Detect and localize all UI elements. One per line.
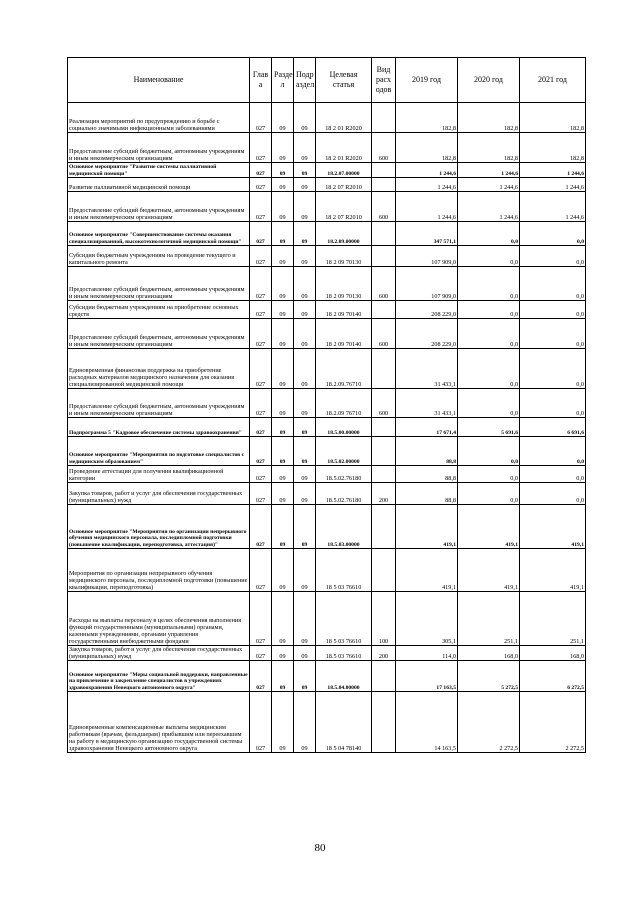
cell-vid	[372, 163, 396, 178]
cell-2019: 182,8	[396, 133, 458, 163]
cell-statya: 18 2 09 70130	[316, 246, 372, 267]
cell-razdel: 09	[272, 133, 294, 163]
cell-glava: 027	[250, 319, 272, 349]
cell-2021: 419,1	[520, 549, 586, 592]
cell-razdel: 09	[272, 349, 294, 389]
budget-table	[67, 57, 586, 753]
cell-glava: 027	[250, 692, 272, 753]
cell-2019: 107 909,0	[396, 267, 458, 301]
cell-statya: 18 5 04 78140	[316, 692, 372, 753]
cell-2021: 6 272,5	[520, 661, 586, 692]
cell-statya: 18 2 09 70130	[316, 267, 372, 301]
cell-2020: 0,0	[458, 466, 520, 483]
cell-2020: 1 244,6	[458, 178, 520, 192]
header-2021: 2021 год	[520, 58, 586, 103]
cell-vid	[372, 437, 396, 466]
cell-vid	[372, 349, 396, 389]
cell-2021: 0,0	[520, 319, 586, 349]
cell-name: Закупка товаров, работ и услуг для обеспечения государственных (муниципальных) нужд	[68, 646, 250, 661]
cell-glava: 027	[250, 349, 272, 389]
cell-name: Единовременная финансовая поддержка на приобретение расходных материалов медицинского назначения для оказания специализированной медицинской помощи	[68, 349, 250, 389]
cell-2021: 0,0	[520, 301, 586, 319]
cell-2019: 17 671,4	[396, 418, 458, 437]
cell-2020: 0,0	[458, 319, 520, 349]
cell-2021: 1 244,6	[520, 192, 586, 222]
cell-vid: 600	[372, 133, 396, 163]
cell-name: Субсидии бюджетным учреждениям на приобретение основных средств	[68, 301, 250, 319]
cell-glava: 027	[250, 178, 272, 192]
cell-2019: 88,8	[396, 437, 458, 466]
table-row	[68, 133, 586, 163]
cell-2021: 0,0	[520, 267, 586, 301]
cell-2020: 168,0	[458, 646, 520, 661]
page-number: 80	[314, 842, 326, 854]
cell-vid: 100	[372, 592, 396, 646]
cell-glava: 027	[250, 437, 272, 466]
cell-2019: 31 433,1	[396, 389, 458, 418]
cell-podrazdel: 09	[294, 246, 316, 267]
cell-glava: 027	[250, 661, 272, 692]
cell-statya: 18.5 03 76610	[316, 646, 372, 661]
cell-vid	[372, 661, 396, 692]
cell-name: Единовременные компенсационные выплаты медицинским работникам (врачам, фельдшерам) прибывшим или переехавшим на работу в медицинскую организацию государственной системы здравоохранения Ненецкого автономного округа	[68, 692, 250, 753]
cell-glava: 027	[250, 418, 272, 437]
cell-2020: 0,0	[458, 389, 520, 418]
cell-2020: 182,8	[458, 133, 520, 163]
cell-statya: 18.2.07.00000	[316, 163, 372, 178]
cell-statya: 18.2.09.00000	[316, 222, 372, 246]
cell-2020: 0,0	[458, 222, 520, 246]
cell-name: Предоставление субсидий бюджетным, автономным учреждениям и иным некоммерческим организациям	[68, 319, 250, 349]
cell-statya: 18.5.02.00000	[316, 437, 372, 466]
cell-podrazdel: 09	[294, 267, 316, 301]
cell-2019: 1 244,6	[396, 163, 458, 178]
header-2019: 2019 год	[396, 58, 458, 103]
cell-podrazdel: 09	[294, 505, 316, 549]
cell-name: Основное мероприятие "Мероприятия по подготовке специалистов с медицинским образованием"	[68, 437, 250, 466]
cell-2020: 5 272,5	[458, 661, 520, 692]
table-row	[68, 319, 586, 349]
cell-name: Предоставление субсидий бюджетным, автономным учреждениям и иным некоммерческим организациям	[68, 133, 250, 163]
cell-podrazdel: 09	[294, 437, 316, 466]
cell-2021: 1 244,6	[520, 178, 586, 192]
cell-2021: 0,0	[520, 246, 586, 267]
cell-2021: 2 272,5	[520, 692, 586, 753]
cell-2019: 208 229,0	[396, 301, 458, 319]
cell-razdel: 09	[272, 592, 294, 646]
cell-2020: 0,0	[458, 267, 520, 301]
cell-razdel: 09	[272, 646, 294, 661]
cell-vid	[372, 103, 396, 133]
cell-statya: 18.2.09 76710	[316, 389, 372, 418]
table-row	[68, 505, 586, 549]
cell-statya: 18 2 09 70140	[316, 301, 372, 319]
cell-2020: 419,1	[458, 505, 520, 549]
cell-statya: 18.5.04.00000	[316, 661, 372, 692]
cell-2020: 2 272,5	[458, 692, 520, 753]
cell-2021: 0,0	[520, 349, 586, 389]
cell-glava: 027	[250, 301, 272, 319]
cell-podrazdel: 09	[294, 301, 316, 319]
cell-glava: 027	[250, 192, 272, 222]
cell-2020: 182,8	[458, 103, 520, 133]
table-row	[68, 661, 586, 692]
cell-2019: 14 163,5	[396, 692, 458, 753]
header-vid: Вид расх одов	[372, 58, 396, 103]
cell-2021: 0,0	[520, 437, 586, 466]
cell-vid	[372, 505, 396, 549]
cell-name: Основное мероприятие "Совершенствование системы оказания специализированной, высокотехнологичной медицинской помощи"	[68, 222, 250, 246]
cell-2019: 419,1	[396, 549, 458, 592]
cell-glava: 027	[250, 246, 272, 267]
cell-razdel: 09	[272, 222, 294, 246]
cell-razdel: 09	[272, 301, 294, 319]
cell-2019: 1 244,6	[396, 192, 458, 222]
cell-name: Мероприятия по организации непрерывного обучения медицинского персонала, последипломной подготовки (повышение квалификации, переподготовка)	[68, 549, 250, 592]
cell-name: Развитие паллиативной медицинской помощи	[68, 178, 250, 192]
table-row	[68, 592, 586, 646]
cell-2021: 0,0	[520, 222, 586, 246]
cell-2020: 0,0	[458, 301, 520, 319]
header-podrazdel: Подр аздел	[294, 58, 316, 103]
cell-vid	[372, 178, 396, 192]
cell-razdel: 09	[272, 389, 294, 418]
cell-name: Основное мероприятие "Мероприятия по организации непрерывного обучения медицинского персонала, последипломной подготовки (повышение квалификации, переподготовка, аттестация)"	[68, 505, 250, 549]
cell-vid	[372, 222, 396, 246]
cell-razdel: 09	[272, 246, 294, 267]
cell-2021: 182,8	[520, 133, 586, 163]
cell-vid: 200	[372, 646, 396, 661]
cell-statya: 18 5 03 76610	[316, 592, 372, 646]
table-row	[68, 349, 586, 389]
cell-razdel: 09	[272, 437, 294, 466]
cell-name: Расходы на выплаты персоналу в целях обеспечения выполнения функций государственными (муниципальными) органами, казенными учреждениями, органами управления государственными внебюджетными фондами	[68, 592, 250, 646]
cell-2020: 0,0	[458, 437, 520, 466]
cell-glava: 027	[250, 389, 272, 418]
cell-vid: 600	[372, 267, 396, 301]
cell-2020: 0,0	[458, 246, 520, 267]
cell-statya: 18 2 01 R2020	[316, 103, 372, 133]
cell-podrazdel: 09	[294, 418, 316, 437]
header-2020: 2020 год	[458, 58, 520, 103]
header-name: Наименование	[68, 58, 250, 103]
cell-2021: 1 244,6	[520, 163, 586, 178]
table-row	[68, 178, 586, 192]
cell-name: Закупка товаров, работ и услуг для обеспечения государственных (муниципальных) нужд	[68, 483, 250, 505]
cell-glava: 027	[250, 646, 272, 661]
cell-podrazdel: 09	[294, 592, 316, 646]
cell-2020: 0,0	[458, 349, 520, 389]
cell-2019: 31 433,1	[396, 349, 458, 389]
cell-glava: 027	[250, 267, 272, 301]
cell-2019: 419,1	[396, 505, 458, 549]
cell-2019: 1 244,6	[396, 178, 458, 192]
cell-razdel: 09	[272, 692, 294, 753]
cell-statya: 18.5.02.76180	[316, 466, 372, 483]
cell-podrazdel: 09	[294, 319, 316, 349]
cell-statya: 18.5.03.00000	[316, 505, 372, 549]
cell-2021: 0,0	[520, 483, 586, 505]
cell-vid	[372, 246, 396, 267]
cell-podrazdel: 09	[294, 549, 316, 592]
cell-2021: 251,1	[520, 592, 586, 646]
table-row	[68, 418, 586, 437]
cell-statya: 18 2 07 R2010	[316, 192, 372, 222]
table-row	[68, 389, 586, 418]
cell-vid	[372, 418, 396, 437]
cell-name: Реализация мероприятий по предупреждению и борьбе с социально значимыми инфекционными заболеваниями	[68, 103, 250, 133]
cell-vid	[372, 549, 396, 592]
cell-name: Основное мероприятие "Меры социальной поддержки, направленные на привлечение и закрепление специалистов в учреждениях здравоохранения Ненецкого автономного округа"	[68, 661, 250, 692]
cell-podrazdel: 09	[294, 178, 316, 192]
cell-vid	[372, 301, 396, 319]
cell-glava: 027	[250, 549, 272, 592]
cell-2021: 6 691,6	[520, 418, 586, 437]
cell-podrazdel: 09	[294, 222, 316, 246]
cell-2020: 1 244,6	[458, 192, 520, 222]
table-row	[68, 692, 586, 753]
cell-2021: 168,0	[520, 646, 586, 661]
cell-glava: 027	[250, 505, 272, 549]
cell-2019: 208 229,0	[396, 319, 458, 349]
header-glava: Глав а	[250, 58, 272, 103]
cell-2019: 107 909,0	[396, 246, 458, 267]
cell-glava: 027	[250, 222, 272, 246]
cell-2021: 0,0	[520, 389, 586, 418]
cell-statya: 18.2.09.76710	[316, 349, 372, 389]
table-row	[68, 549, 586, 592]
cell-statya: 18 2 01 R2020	[316, 133, 372, 163]
cell-razdel: 09	[272, 466, 294, 483]
cell-podrazdel: 09	[294, 133, 316, 163]
cell-2020: 0,0	[458, 483, 520, 505]
cell-podrazdel: 09	[294, 103, 316, 133]
cell-2020: 5 691,6	[458, 418, 520, 437]
table-body	[68, 103, 586, 753]
cell-podrazdel: 09	[294, 646, 316, 661]
cell-name: Основное мероприятие "Развитие системы паллиативной медицинской помощи"	[68, 163, 250, 178]
table-row	[68, 646, 586, 661]
cell-podrazdel: 09	[294, 389, 316, 418]
table-row	[68, 483, 586, 505]
cell-podrazdel: 09	[294, 192, 316, 222]
header-statya: Целевая статья	[316, 58, 372, 103]
table-row	[68, 267, 586, 301]
table-row	[68, 192, 586, 222]
cell-podrazdel: 09	[294, 661, 316, 692]
cell-2019: 114,0	[396, 646, 458, 661]
cell-statya: 18 2 07 R2010	[316, 178, 372, 192]
cell-2019: 305,1	[396, 592, 458, 646]
cell-glava: 027	[250, 103, 272, 133]
cell-statya: 18 2 09 70140	[316, 319, 372, 349]
cell-razdel: 09	[272, 661, 294, 692]
table-row	[68, 466, 586, 483]
cell-2020: 1 244,6	[458, 163, 520, 178]
cell-razdel: 09	[272, 178, 294, 192]
cell-razdel: 09	[272, 505, 294, 549]
cell-razdel: 09	[272, 267, 294, 301]
cell-glava: 027	[250, 592, 272, 646]
table-row	[68, 301, 586, 319]
cell-2019: 182,8	[396, 103, 458, 133]
cell-2019: 88,8	[396, 466, 458, 483]
cell-glava: 027	[250, 466, 272, 483]
cell-razdel: 09	[272, 549, 294, 592]
table-row	[68, 246, 586, 267]
cell-vid: 200	[372, 483, 396, 505]
table-row	[68, 103, 586, 133]
table-header-row	[68, 58, 586, 103]
cell-podrazdel: 09	[294, 466, 316, 483]
cell-name: Предоставление субсидий бюджетным, автономным учреждениям и иным некоммерческим организациям	[68, 389, 250, 418]
cell-podrazdel: 09	[294, 483, 316, 505]
table-row	[68, 163, 586, 178]
cell-2020: 251,1	[458, 592, 520, 646]
cell-razdel: 09	[272, 163, 294, 178]
cell-vid: 600	[372, 389, 396, 418]
cell-statya: 18 5 03 76610	[316, 549, 372, 592]
header-razdel: Разде л	[272, 58, 294, 103]
cell-glava: 027	[250, 163, 272, 178]
cell-statya: 18.5.00.00000	[316, 418, 372, 437]
cell-name: Предоставление субсидий бюджетным, автономным учреждениям и иным некоммерческим организациям	[68, 192, 250, 222]
cell-name: Проведение аттестации для получения квалификационной категории	[68, 466, 250, 483]
cell-2020: 419,1	[458, 549, 520, 592]
cell-razdel: 09	[272, 483, 294, 505]
cell-razdel: 09	[272, 319, 294, 349]
cell-vid: 600	[372, 319, 396, 349]
cell-2019: 17 163,5	[396, 661, 458, 692]
cell-name: Подпрограмма 5 "Кадровое обеспечение системы здравоохранения"	[68, 418, 250, 437]
cell-2019: 88,8	[396, 483, 458, 505]
cell-glava: 027	[250, 483, 272, 505]
cell-razdel: 09	[272, 192, 294, 222]
cell-vid: 600	[372, 192, 396, 222]
cell-podrazdel: 09	[294, 163, 316, 178]
cell-razdel: 09	[272, 418, 294, 437]
cell-name: Предоставление субсидий бюджетным, автономным учреждениям и иным некоммерческим организациям	[68, 267, 250, 301]
cell-podrazdel: 09	[294, 692, 316, 753]
table-row	[68, 222, 586, 246]
cell-statya: 18.5.02.76180	[316, 483, 372, 505]
cell-2021: 182,8	[520, 103, 586, 133]
cell-glava: 027	[250, 133, 272, 163]
cell-2021: 0,0	[520, 466, 586, 483]
cell-name: Субсидии бюджетным учреждениям на проведение текущего и капитального ремонта	[68, 246, 250, 267]
cell-2021: 419,1	[520, 505, 586, 549]
table-row	[68, 437, 586, 466]
cell-vid	[372, 692, 396, 753]
cell-podrazdel: 09	[294, 349, 316, 389]
cell-vid	[372, 466, 396, 483]
cell-2019: 347 571,1	[396, 222, 458, 246]
cell-razdel: 09	[272, 103, 294, 133]
